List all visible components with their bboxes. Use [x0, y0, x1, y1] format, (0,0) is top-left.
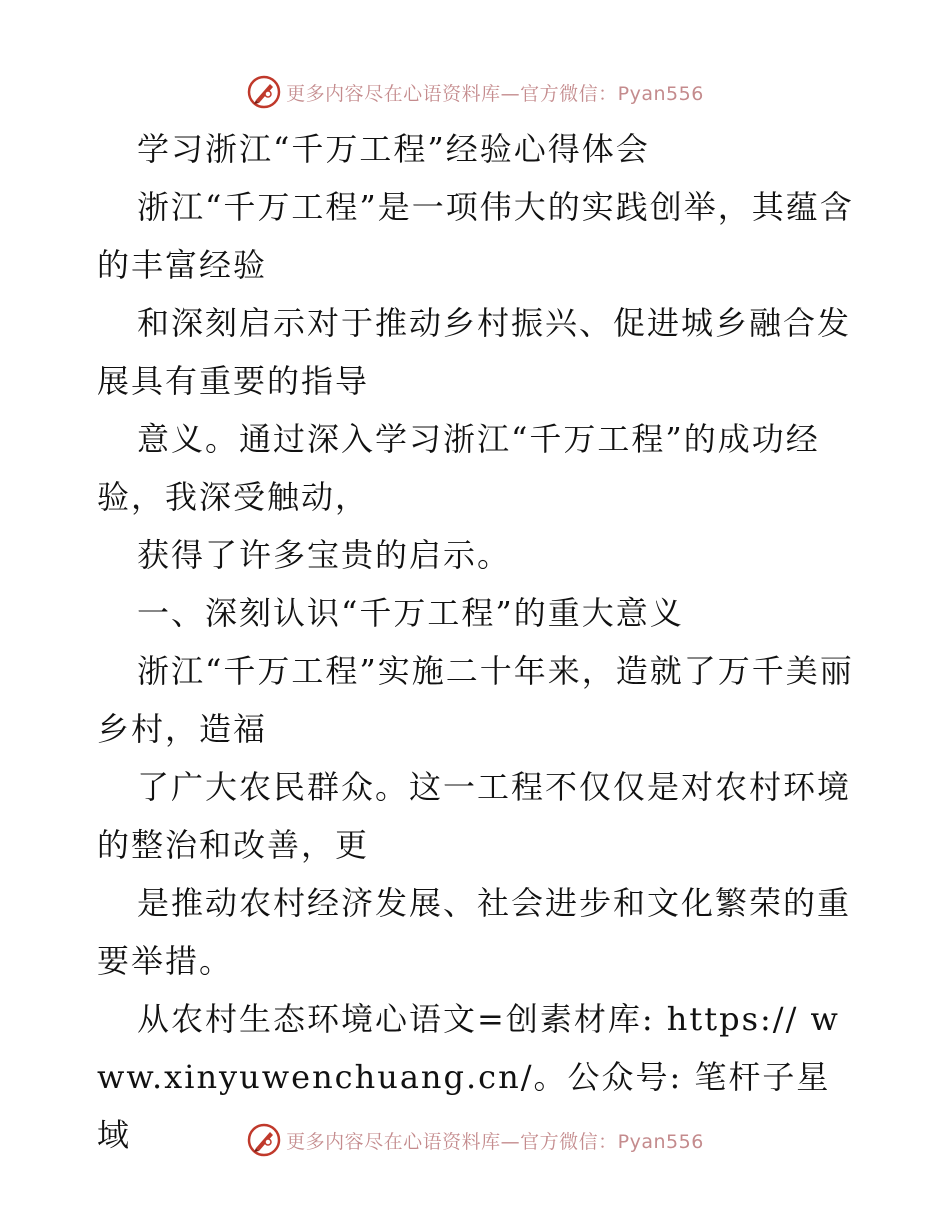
- header-banner-text: 更多内容尽在心语资料库—官方微信：Pyan556: [286, 82, 704, 105]
- paragraph: 浙江“千万工程”实施二十年来，造就了万千美丽乡村，造福: [97, 652, 854, 748]
- paragraph-with-link: 从农村生态环境心语文=创素材库: https:// www.xinyuwenchuang.cn/。公众号: 笔杆子星域: [97, 1000, 840, 1154]
- paragraph: 浙江“千万工程”是一项伟大的实践创举，其蕴含的丰富经验: [97, 188, 854, 284]
- footer-banner: [0, 1120, 950, 1160]
- document-body: [97, 120, 857, 1164]
- paragraph: 获得了许多宝贵的启示。: [137, 536, 512, 574]
- paragraph: 意义。通过深入学习浙江“千万工程”的成功经验，我深受触动，: [97, 420, 820, 516]
- pen-logo-icon: [246, 1122, 282, 1158]
- paragraph: 和深刻启示对于推动乡村振兴、促进城乡融合发展具有重要的指导: [97, 304, 852, 400]
- paragraph: 是推动农村经济发展、社会进步和文化繁荣的重要举措。: [97, 884, 852, 980]
- header-banner: [0, 72, 950, 112]
- paragraph: 了广大农民群众。这一工程不仅仅是对农村环境的整治和改善，更: [97, 768, 852, 864]
- footer-banner-text: 更多内容尽在心语资料库—官方微信：Pyan556: [286, 1130, 704, 1153]
- section-heading: 一、深刻认识“千万工程”的重大意义: [137, 594, 684, 632]
- document-title: 学习浙江“千万工程”经验心得体会: [137, 130, 650, 168]
- pen-logo-icon: [246, 74, 282, 110]
